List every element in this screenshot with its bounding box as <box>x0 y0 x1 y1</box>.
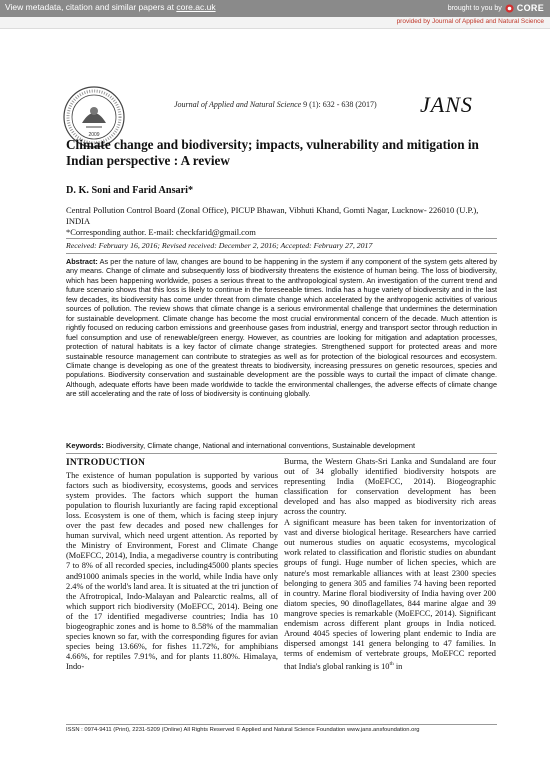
jans-logo-icon <box>416 90 492 118</box>
corresponding-author: *Corresponding author. E-mail: checkfarid@gmail.com <box>66 227 256 237</box>
divider-received <box>66 253 497 254</box>
metadata-notice <box>5 2 216 12</box>
core-banner <box>0 0 550 17</box>
right-column-paragraph-2-text: A significant measure has been taken for inventorization of vast and diverse biological heritage. Researchers have carried out numerous studies on aquatic ecosystems, mycological work related to classification and floristic studies on abundant groups of fungi. Huge number of lichen species, which are nature's most remarkable alliances with at least 2300 species belonging to genera 305 and families 74 having been reported in country. Marine floral biodiversity of India having over 200 diatom species, 90 dinoflagellates, 844 marine algae and 39 mangrove species is remarkable (MoEFCC, 2014). Significant endemism across different plant groups in India noticed. Around 4045 species of lowering plant endemic to India are dispersed amongst 141 genera belonging to 47 families. In terms of endemism of vertebrate groups, MoEFCC reported that India's global ranking is 10 <box>284 518 496 671</box>
author-affiliation <box>66 205 496 238</box>
affiliation-address: Central Pollution Control Board (Zonal Office), PICUP Bhawan, Vibhuti Khand, Gomti Nagar, Lucknow- 226010 (U.P.), INDIA <box>66 205 479 226</box>
received-dates: Received: February 16, 2016; Revised received: December 2, 2016; Accepted: February 27, 2017 <box>66 241 373 250</box>
journal-issue: 9 (1): 632 - 638 (2017) <box>301 100 377 109</box>
keywords-text: Biodiversity, Climate change, National and international conventions, Sustainable development <box>103 441 416 450</box>
introduction-heading: INTRODUCTION <box>66 457 146 468</box>
journal-citation <box>174 100 377 109</box>
core-label[interactable]: CORE <box>516 3 544 13</box>
abstract-label: Abstract: <box>66 257 98 266</box>
right-column-ending: in <box>393 661 403 671</box>
divider-footer <box>66 724 497 725</box>
brought-text: brought to you by <box>447 4 502 12</box>
divider-top <box>66 238 497 239</box>
core-logo-icon <box>505 4 514 13</box>
right-column-paragraph-2 <box>284 518 496 672</box>
divider-keywords <box>66 453 497 454</box>
right-column-paragraph-1: Burma, the Western Ghats-Sri Lanka and Sundaland are four out of 34 globally identified biodiversity hotspots are representing India (MoEFCC, 2014). Biogeographic classification for conservation development has been developed and has also mapped as biodiversity rich areas across the country. <box>284 457 496 517</box>
abstract <box>66 257 497 399</box>
footer-issn: ISSN : 0974-9411 (Print), 2231-5209 (Online) All Rights Reserved © Applied and Natural Science Foundation www.jans.ansfoundation.org <box>66 727 420 733</box>
keywords-label: Keywords: <box>66 441 104 450</box>
provided-text[interactable]: provided by Journal of Applied and Natural Science <box>396 18 544 25</box>
ordinal-suffix: th <box>389 660 394 667</box>
right-column <box>284 457 496 673</box>
brought-by <box>448 3 544 13</box>
article-authors: D. K. Soni and Farid Ansari* <box>66 185 194 196</box>
metadata-text: View metadata, citation and similar papers at <box>5 2 177 12</box>
provided-by-bar <box>0 17 550 29</box>
article-title: Climate change and biodiversity; impacts, vulnerability and mitigation in Indian perspective : A review <box>66 137 479 168</box>
jans-logo-text: JANS <box>420 92 473 117</box>
left-column-text: The existence of human population is supported by various factors such as biodiversity, ecosystems, goods and services system provides. The factors which support the human population to flourish luxuriantly are facing rapid exceptional loss. Ecosystem is one of them, which is facing steep injury over the past few decades and posed new challenges for human survival, which need urgent attention. As reported by the Ministry of Environment, Forest and Climate Change (MoEFCC, 2014), India, a megadiverse country is contributing 7 to 8% of all recorded species, including45000 plants species and91000 animals species in the world, while India have only 2.4% of the world's land area. It is situated at the tri junction of the Afrotropical, Indo-Malayan and Palearctic realms, all of which support rich biodiversity (MoEFCC, 2014). Being one of the 17 identified megadiverse countries; India has 10 biogeographic zones and is home to 8.58% of the mammalian species known so far, with the corresponding figures for avian species being 13.66%, for fishes 11.72%, for amphibians 4.66%, for reptiles 7.91%, and for plants 11.80%. Himalaya, Indo- <box>66 471 278 671</box>
left-column <box>66 458 278 673</box>
abstract-text: As per the nature of law, changes are bound to be happening in the system if any component of the system gets altered by any means. Change of climate and subsequently loss of biodiversity threatens the existence of human being. The loss of biodiversity, which has been happening worldwide, poses a serious threat to the anthropological system. An investigation of the current trend and future scenario shows that this loss is likely to continue in the foreseeable times. India has a huge variety of biodiversity and in the last few decades, its biodiversity has come under threat from climate change which accelerated by the anthropogenic activities of various sources of pollution. The review shows that climate change is a serious environmental challenge that undermines the determination for sustainable development. Climate change has become the most crucial environmental concern of the decade. Much attention is rightly focused on reducing carbon emissions and greenhouse gases from industrial, energy and transport sector through reduction in fuel consumption and use of renewable/green energy. However, as countries are looking for mitigation and adaptation processes, protection of natural habitats is a key factor of climate change strategies. Strengthened support for protected areas and more sustainable resource management can contribute to strategies as well as for protection of the biological resources and ecosystem. Climate change is developing as one of the greatest threats to biodiversity, increasing pressures on genetic resources, species and populations. Biodiversity conservation and sustainable development are the possible ways to curtail the impact of climate change. Although, adequate efforts have been made worldwide to tackle the environmental challenges, the adverse effects of climate change are still accelerating and the rate of loss of biodiversity is continuing globally. <box>66 257 497 399</box>
journal-name: Journal of Applied and Natural Science <box>174 100 302 109</box>
keywords <box>66 441 497 450</box>
seal-year: 2009 <box>88 132 100 138</box>
core-link[interactable]: core.ac.uk <box>176 2 216 12</box>
